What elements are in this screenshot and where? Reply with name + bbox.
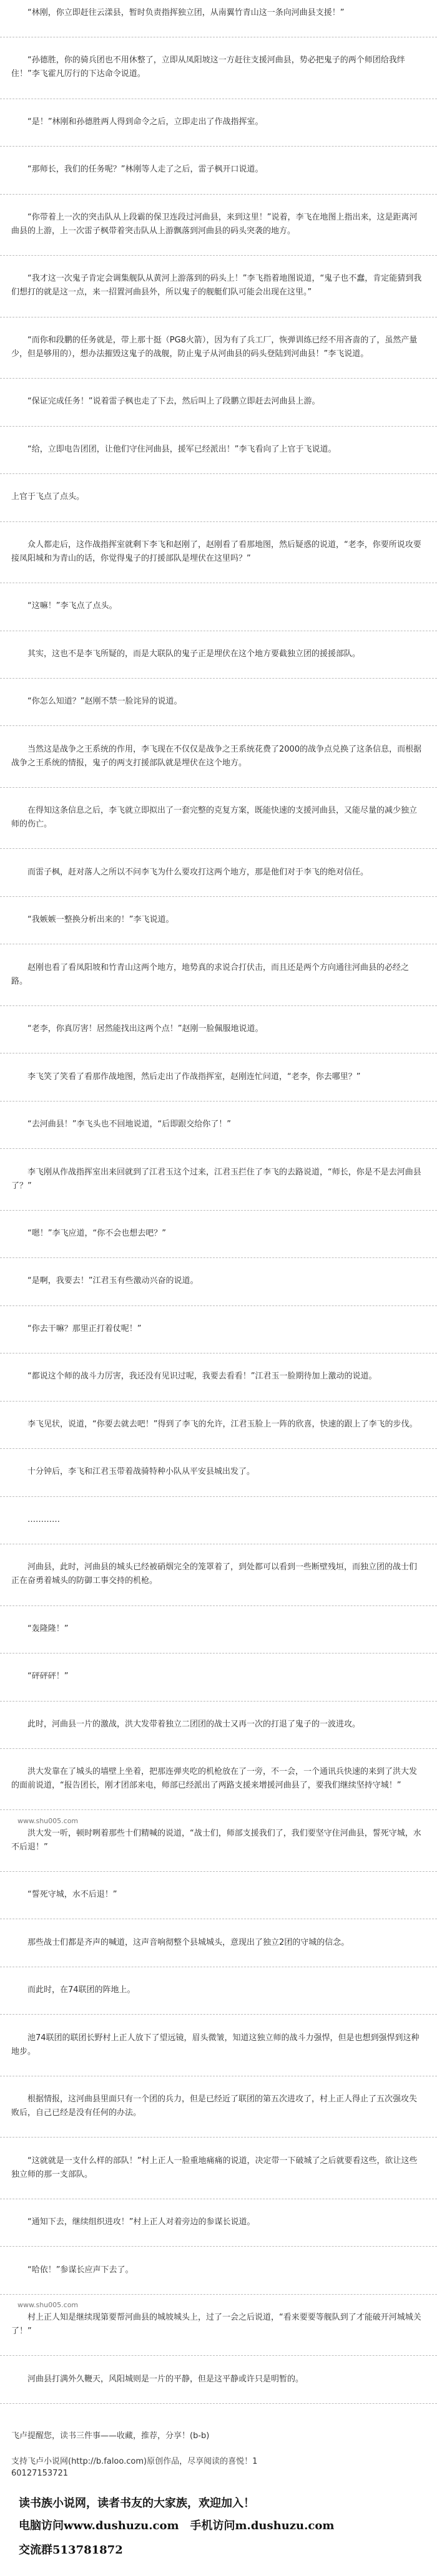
paragraph: “嗯！”李飞应道，“你不会也想去吧？” bbox=[27, 1229, 166, 1238]
paragraph: 李飞笑了笑看了看那作战地图，然后走出了作战指挥室，赵刚连忙问道，“老李，你去哪里？” bbox=[27, 1072, 361, 1082]
dashed-divider bbox=[0, 378, 437, 379]
promo-line-2 bbox=[19, 2519, 334, 2534]
dashed-divider bbox=[0, 896, 437, 897]
dashed-divider bbox=[0, 1605, 437, 1606]
paragraph: “通知下去，继续组织进攻！”村上正人对着旁边的参谋长说道。 bbox=[27, 2217, 255, 2227]
dashed-divider bbox=[0, 725, 437, 726]
dashed-divider bbox=[0, 1448, 437, 1449]
dashed-divider bbox=[0, 1653, 437, 1654]
dashed-divider bbox=[0, 1748, 437, 1749]
dashed-divider bbox=[0, 848, 437, 849]
dashed-divider bbox=[0, 1101, 437, 1102]
dashed-divider bbox=[0, 1496, 437, 1497]
paragraph: “老李，你真厉害！居然能找出这两个点！”赵刚一脸佩服地说道。 bbox=[27, 1024, 263, 1034]
dashed-divider bbox=[0, 146, 437, 147]
paragraph: ………… bbox=[27, 1515, 60, 1524]
paragraph: “哈依！”参谋长应声下去了。 bbox=[27, 2265, 134, 2275]
dashed-divider bbox=[0, 255, 437, 256]
dashed-divider bbox=[0, 1401, 437, 1402]
paragraph: “林刚，你立即赶往云漾县，暂时负责指挥独立团，从南翼竹青山这一条向河曲县支援！” bbox=[27, 8, 345, 17]
dashed-divider bbox=[0, 1701, 437, 1702]
dashed-divider bbox=[0, 1871, 437, 1872]
paragraph: “是！”林刚和孙德胜两人得到命令之后，立即走出了作战指挥室。 bbox=[27, 117, 263, 127]
dashed-divider bbox=[0, 473, 437, 474]
paragraph: “这嘛！”李飞点了点头。 bbox=[27, 601, 117, 611]
promo-line-1: 读书族小说网，读者书友的大家族，欢迎加入！ bbox=[19, 2497, 255, 2510]
dashed-divider bbox=[0, 787, 437, 788]
paragraph: “这就就是一支什么样的部队！”村上正人一脸重地痛痛的说道，决定带一下破城了之后就要看这些，欲让这些独立师的那一支部队。 bbox=[11, 2156, 418, 2179]
dashed-divider bbox=[0, 2294, 437, 2295]
dashed-divider bbox=[0, 2355, 437, 2356]
paragraph: “孙德胜，你的骑兵团也不用休整了，立即从凤阳坡这一方赶往支援河曲县，势必把鬼子的两个师团给我绊住！”李飞霍凡厉行的下达命令说道。 bbox=[11, 56, 405, 79]
dashed-divider bbox=[0, 2403, 437, 2404]
pc-site-link[interactable]: 电脑访问www.dushuzu.com bbox=[19, 2519, 179, 2532]
paragraph: “轰隆隆！” bbox=[27, 1624, 69, 1634]
dashed-divider bbox=[0, 1005, 437, 1006]
paragraph: “是啊，我要去！”江君玉有些激动兴奋的说道。 bbox=[27, 1276, 199, 1286]
paragraph: 其实，这也不是李飞所疑的，而是大联队的鬼子正是埋伏在这个地方要截独立团的援援部队。 bbox=[27, 649, 361, 659]
paragraph: 洪大发一听，顿时咧着那些十们精喊的说道，“战士们，师部支援我们了，我们要坚守住河曲县，誓死守城，水不后退！” bbox=[11, 1829, 421, 1852]
chapter-code: 60127153721 bbox=[11, 2469, 68, 2478]
dashed-divider bbox=[0, 194, 437, 195]
paragraph: “保证完成任务！”说着雷子枫也走了下去，然后叫上了段鹏立即赶去河曲县上游。 bbox=[27, 397, 320, 406]
mobile-site-link[interactable]: 手机访问m.dushuzu.com bbox=[190, 2519, 335, 2532]
paragraph: “你去干嘛？那里正打着仗呢！” bbox=[27, 1324, 142, 1334]
paragraph: “都说这个师的战斗力厉害，我还没有见识过呢，我要去看看！”江君玉一脸期待加上激动的说道。 bbox=[27, 1372, 377, 1381]
dashed-divider bbox=[0, 1257, 437, 1258]
paragraph: “誓死守城，水不后退！” bbox=[27, 1890, 117, 1899]
paragraph: 众人都走后，这作战指挥室就剩下李飞和赵刚了，赵刚看了看那地图，然后疑惑的说道，“老李，你要所说攻要接凤阳城和为青山的话，你觉得鬼子的打援部队是埋伏在这里吗？” bbox=[11, 540, 421, 563]
paragraph: 池74联团的联团长野村上正人放下了望远镜，眉头微皱，知道这独立师的战斗力强悍，但是也想到强悍到这种地步。 bbox=[11, 2033, 420, 2056]
dashed-divider bbox=[0, 1809, 437, 1810]
dashed-divider bbox=[0, 1305, 437, 1306]
paragraph: 根据情报，这河曲县里面只有一个团的兵力，但是已经近了联团的第五次进攻了，村上正人得止了五次强攻失败后，自己已经是没有任何的办法。 bbox=[11, 2094, 418, 2118]
promo-line-3: 交流群513781872 bbox=[19, 2544, 123, 2557]
dashed-divider bbox=[0, 678, 437, 679]
support-line: 支持飞卢小说网(http://b.faloo.com)原创作品，尽享阅读的喜悦！1 bbox=[11, 2457, 258, 2466]
paragraph: 此时，河曲县一片的激战，洪大发带着独立二团团的战士又再一次的打退了鬼子的一波进攻。 bbox=[27, 1720, 361, 1729]
paragraph: 村上正人知是继续现第要帮河曲县的城坡城头上，过了一会之后说道，“看来要要等舰队到了才能破开河城城关了！” bbox=[11, 2313, 421, 2336]
author-note: 飞卢提醒您，读书三件事——收藏，推荐，分享！(b-b) bbox=[11, 2431, 210, 2441]
watermark-bottom: www.shu005.com bbox=[17, 2301, 79, 2309]
dashed-divider bbox=[0, 2137, 437, 2138]
paragraph: 而此时，在74联团的阵地上。 bbox=[27, 1985, 135, 1995]
dashed-divider bbox=[0, 2014, 437, 2015]
watermark-top: www.shu005.com bbox=[17, 1817, 79, 1825]
paragraph: “你带着上一次的突击队从上段霸的保卫连段过河曲县，来到这里！”说着，李飞在地图上指出来，这是距离河曲县的上游，上一次雷子枫带着突击队从上游飘落到河曲县的码头突袭的地方。 bbox=[11, 213, 418, 236]
dashed-divider bbox=[0, 1148, 437, 1149]
paragraph: 在得知这条信息之后，李飞就立即拟出了一套完整的克复方案，既能快速的支援河曲县，又能尽量的减少独立师的伤亡。 bbox=[11, 806, 418, 829]
dashed-divider bbox=[0, 426, 437, 427]
paragraph: “你怎么知道？”赵刚不禁一脸诧异的说道。 bbox=[27, 697, 182, 706]
paragraph: 那些战士们都是齐声的喊道，这声音响彻整个县城城头，意现出了独立2团的守城的信念。 bbox=[27, 1938, 350, 1947]
dashed-divider bbox=[0, 521, 437, 522]
dashed-divider bbox=[0, 1210, 437, 1211]
paragraph: 河曲县打满外久鞭天，风阳城则是一片的平静，但是这平静或许只是明暂的。 bbox=[27, 2375, 304, 2384]
paragraph: “去河曲县！”李飞头也不回地说道，“后即跟交给你了！” bbox=[27, 1120, 231, 1129]
paragraph: 李飞刚从作战指挥室出来回就到了江君玉这个过来，江君玉拦住了李飞的去路说道，“师长，你是不是去河曲县了？” bbox=[11, 1168, 421, 1191]
paragraph: 十分钟后，李飞和江君玉带着战骑特种小队从平安县城出发了。 bbox=[27, 1467, 255, 1476]
paragraph: “而你和段鹏的任务就是，带上那十挺（PG8火箭），因为有了兵工厂，恢弹训练已经不用吝啬的了，虽然产量少，但是够用的），想办法摧毁这鬼子的战舰，防止鬼子从河曲县的码头登陆到河曲县！”李飞说道。 bbox=[11, 336, 418, 359]
paragraph: “给，立即电告团团，让他们守住河曲县，援军已经派出！”李飞看向了上官于飞说道。 bbox=[27, 445, 336, 454]
paragraph: “那师长，我们的任务呢？”林刚等人走了之后，雷子枫开口说道。 bbox=[27, 165, 263, 174]
paragraph: 洪大发靠在了城头的墙壁上坐着，把那连弹夹吃的机枪放在了一旁，不一会，一个通讯兵快速的来到了洪大发的面前说道，“报告团长，刚才团部来电，师部已经派出了两路支援来增援河曲县了，要我们继续坚持守城！” bbox=[11, 1767, 418, 1790]
paragraph: 而雷子枫，赶对落人之所以不问李飞为什么要攻打这两个地方，那是他们对于李飞的绝对信任。 bbox=[27, 868, 369, 877]
paragraph: “我嫉嫉一整换分析出来的！”李飞说道。 bbox=[27, 915, 174, 924]
paragraph: 上官于飞点了点头。 bbox=[11, 492, 85, 501]
paragraph: “我才这一次鬼子肯定会调集舰队从黄河上游落到的码头上！”李飞指着地图说道，“鬼子也不蠢，肯定能猜到我们想打的就是这一点，来一招置河曲县外，所以鬼子的舰艇们队可能会出现在这里。” bbox=[11, 274, 422, 297]
dashed-divider bbox=[0, 2246, 437, 2247]
paragraph: 赵刚也看了看凤阳坡和竹青山这两个地方，地势真的求说合打伏击，而且还是两个方向通往河曲县的必经之路。 bbox=[11, 963, 410, 986]
paragraph: 河曲县，此时，河曲县的城头已经被硝烟完全的笼罩着了，到处都可以看到一些断壁残垣，而独立团的战士们正在奋勇着城头的防御工事交持的机枪。 bbox=[11, 1562, 418, 1586]
paragraph: “砰砰砰！” bbox=[27, 1672, 69, 1681]
paragraph: 李飞见状，说道，“你要去就去吧！”得到了李飞的允许，江君玉脸上一阵的欣喜，快速的跟上了李飞的步伐。 bbox=[27, 1420, 418, 1429]
paragraph: 当然这是战争之王系统的作用，李飞现在不仅仅是战争之王系统花费了2000的战争点兑换了这条信息，而根据战争之王系统的情报，鬼子的两支打援部队就是埋伏在这个地方。 bbox=[11, 745, 422, 768]
